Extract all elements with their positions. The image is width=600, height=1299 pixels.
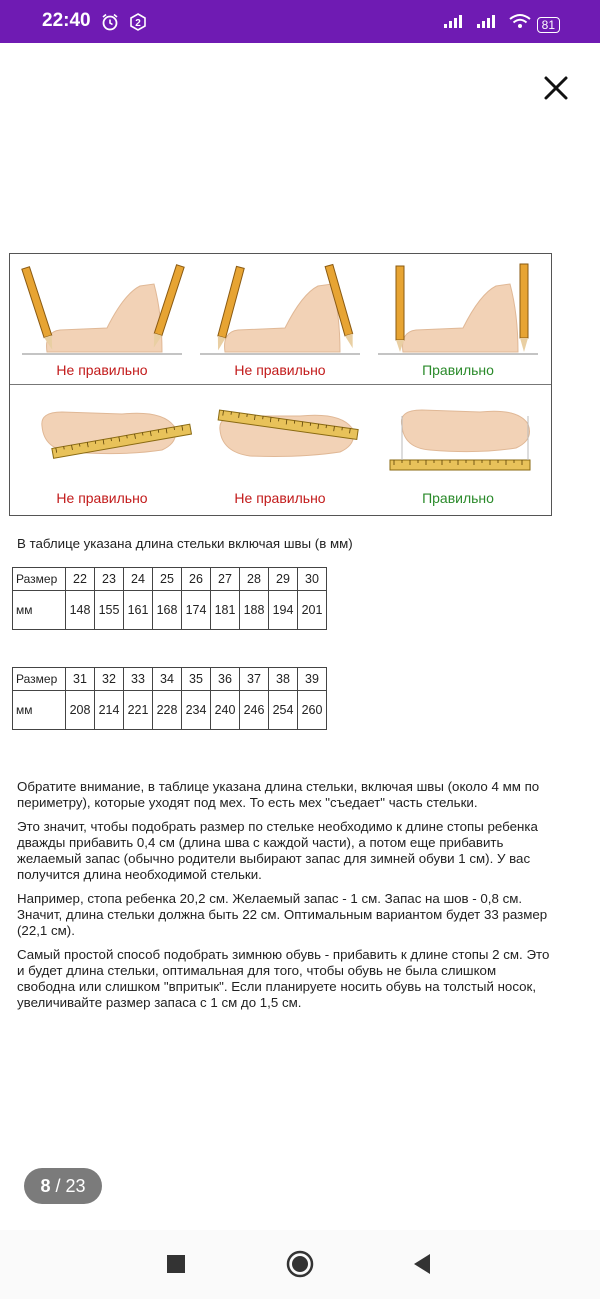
recents-icon[interactable] [166, 1254, 186, 1274]
paragraph-3: Например, стопа ребенка 20,2 см. Желаемый запас - 1 см. Запас на шов - 0,8 см. Значит, длина стельки должна быть 22 см. Оптимальным вариантом будет 33 размер (22,1 см). [17, 891, 548, 938]
size-cell: 29 [269, 568, 298, 591]
size-cell: 33 [124, 668, 153, 691]
mm-cell: 240 [211, 691, 240, 730]
battery-indicator: 81 [537, 17, 560, 33]
measurement-illustration [9, 253, 552, 516]
back-icon[interactable] [412, 1253, 432, 1275]
size-row [13, 568, 327, 591]
notification-count: 2 [135, 18, 142, 29]
illustration-top-wrong-2 [190, 386, 370, 514]
caption-wrong-1: Не правильно [56, 362, 148, 378]
size-cell: 22 [66, 568, 95, 591]
wifi-icon [508, 13, 532, 29]
mm-cell: 168 [153, 591, 182, 630]
caption-wrong-2: Не правильно [234, 362, 326, 378]
size-table-2 [12, 667, 327, 730]
size-cell: 34 [153, 668, 182, 691]
size-cell: 31 [66, 668, 95, 691]
illustration-side-wrong-1 [12, 254, 192, 382]
caption-right-2: Правильно [422, 490, 494, 506]
page-separator: / [55, 1176, 61, 1196]
signal-icon [443, 13, 467, 29]
table-heading: В таблице указана длина стельки включая швы (в мм) [17, 536, 353, 551]
caption-wrong-4: Не правильно [234, 490, 326, 506]
size-row [13, 668, 327, 691]
home-icon[interactable] [286, 1250, 314, 1278]
paragraph-2: Это значит, чтобы подобрать размер по стельке необходимо к длине стопы ребенка дважды прибавить 0,4 см (длина шва с каждой части), а потом еще прибавить желаемый запас (обычно родители выбирают запас для зимней обуви 1 см). У вас получится длина необходимой стельки. [17, 819, 538, 882]
mm-cell: 214 [95, 691, 124, 730]
navigation-bar [0, 1230, 600, 1299]
size-cell: 26 [182, 568, 211, 591]
mm-cell: 148 [66, 591, 95, 630]
size-cell: 37 [240, 668, 269, 691]
foot-top-wrong-2-image [190, 386, 370, 486]
close-icon[interactable] [538, 70, 574, 106]
size-label: Размер [13, 668, 66, 691]
status-icons-right [443, 13, 560, 34]
paragraph-4: Самый простой способ подобрать зимнюю обувь - прибавить к длине стопы 2 см. Это и будет длина стельки, оптимальная для того, чтобы обувь не была слишком свободна или слишком "впритык". Если планируете носить обувь на толстый носок, увеличивайте размер запаса с 1 см до 1,5 см. [17, 947, 550, 1010]
caption-wrong-3: Не правильно [56, 490, 148, 506]
mm-label: мм [13, 591, 66, 630]
illustration-top-wrong-1 [12, 386, 192, 514]
illustration-top-right [368, 386, 548, 514]
size-cell: 24 [124, 568, 153, 591]
size-cell: 23 [95, 568, 124, 591]
mm-cell: 188 [240, 591, 269, 630]
size-cell: 36 [211, 668, 240, 691]
foot-top-wrong-1-image [12, 386, 192, 486]
illustration-side-wrong-2 [190, 254, 370, 382]
mm-cell: 155 [95, 591, 124, 630]
mm-cell: 260 [298, 691, 327, 730]
page-indicator [24, 1168, 102, 1204]
size-table-1 [12, 567, 327, 630]
mm-cell: 201 [298, 591, 327, 630]
mm-row [13, 591, 327, 630]
size-cell: 32 [95, 668, 124, 691]
status-time: 22:40 [42, 10, 91, 31]
foot-side-wrong-1-image [12, 254, 192, 358]
size-cell: 30 [298, 568, 327, 591]
size-cell: 27 [211, 568, 240, 591]
paragraph-1: Обратите внимание, в таблице указана длина стельки, включая швы (около 4 мм по периметру), которые уходят под мех. То есть мех "съедает" часть стельки. [17, 779, 540, 810]
alarm-icon [101, 13, 119, 31]
illustration-divider [10, 384, 551, 385]
caption-right-1: Правильно [422, 362, 494, 378]
size-cell: 35 [182, 668, 211, 691]
mm-cell: 161 [124, 591, 153, 630]
mm-cell: 194 [269, 591, 298, 630]
mm-cell: 228 [153, 691, 182, 730]
size-cell: 25 [153, 568, 182, 591]
size-label: Размер [13, 568, 66, 591]
foot-top-right-image [368, 386, 548, 486]
page-current: 8 [40, 1176, 51, 1196]
page-total: 23 [65, 1176, 86, 1196]
size-cell: 38 [269, 668, 298, 691]
status-bar [0, 0, 600, 43]
mm-cell: 174 [182, 591, 211, 630]
illustration-side-right [368, 254, 548, 382]
foot-side-wrong-2-image [190, 254, 370, 358]
mm-cell: 234 [182, 691, 211, 730]
mm-label: мм [13, 691, 66, 730]
mm-cell: 254 [269, 691, 298, 730]
foot-side-right-image [368, 254, 548, 358]
mm-cell: 181 [211, 591, 240, 630]
size-cell: 28 [240, 568, 269, 591]
notification-badge-icon [129, 13, 147, 31]
size-cell: 39 [298, 668, 327, 691]
signal-icon-2 [476, 13, 500, 29]
mm-cell: 221 [124, 691, 153, 730]
mm-cell: 246 [240, 691, 269, 730]
status-icons-left [101, 13, 147, 36]
mm-cell: 208 [66, 691, 95, 730]
mm-row [13, 691, 327, 730]
